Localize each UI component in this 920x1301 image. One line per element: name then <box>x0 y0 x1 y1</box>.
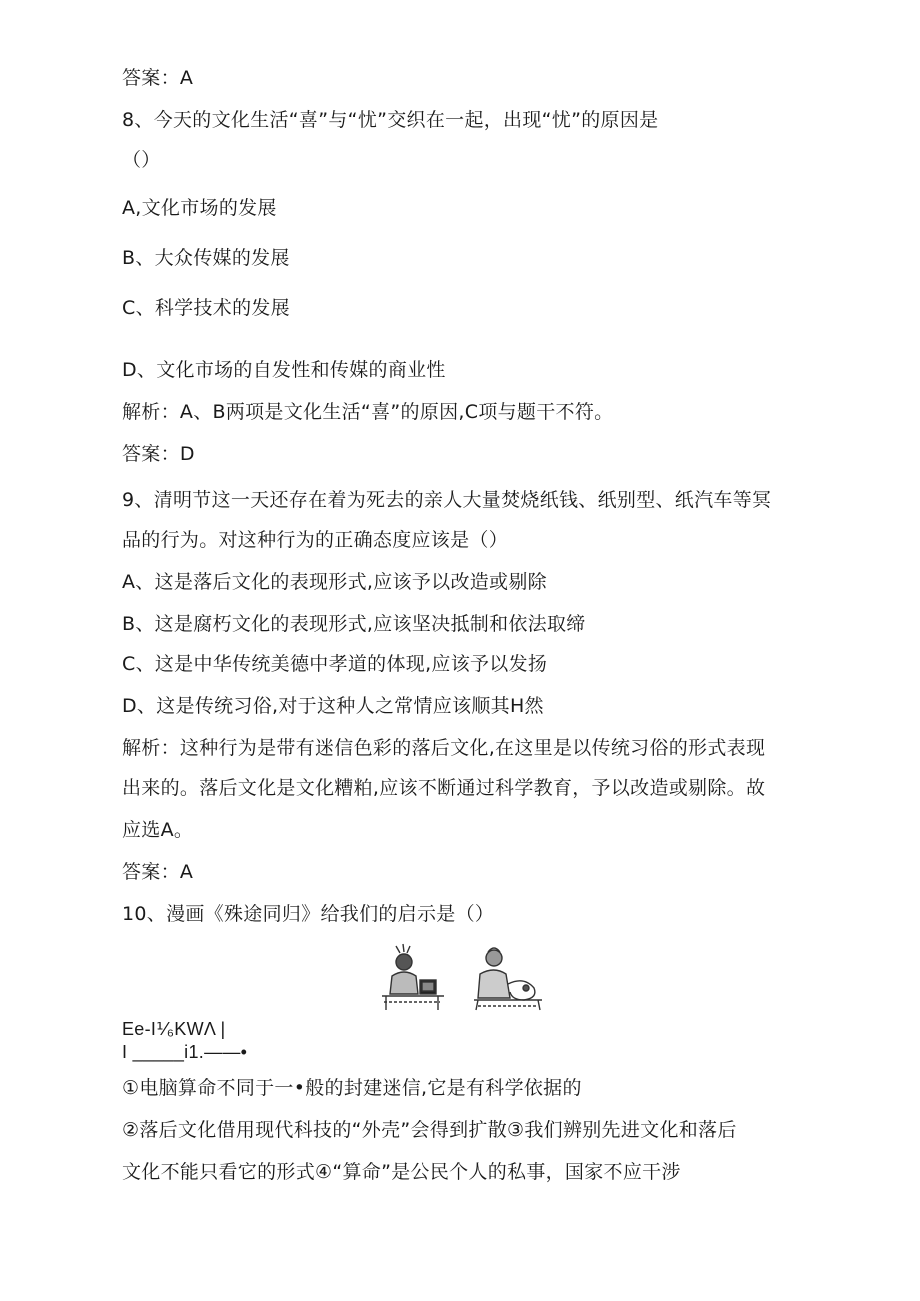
question-8-analysis: 解析：A、B两项是文化生活“喜”的原因,C项与题干不符。 <box>122 401 614 423</box>
question-8-option-d: D、文化市场的自发性和传媒的商业性 <box>122 359 446 381</box>
question-8-option-b: B、大众传媒的发展 <box>122 247 290 269</box>
question-8-option-c: C、科学技术的发展 <box>122 297 290 319</box>
question-9-analysis-line1: 解析：这种行为是带有迷信色彩的落后文化,在这里是以传统习俗的形式表现 <box>122 737 766 759</box>
garbled-caption-line1: Ee-I⅟₆KWΛ | <box>122 1019 226 1039</box>
question-9-stem-line2: 品的行为。对这种行为的正确态度应该是（） <box>122 529 509 551</box>
garbled-caption-line2: I _____i1.——• <box>122 1042 248 1062</box>
question-8-option-a: A,文化市场的发展 <box>122 197 277 219</box>
question-8-stem: 8、今天的文化生活“喜”与“忧”交织在一起，出现“忧”的原因是 <box>122 109 659 131</box>
question-9-analysis-line2: 出来的。落后文化是文化糟粕,应该不断通过科学教育，予以改造或剔除。故 <box>122 777 766 799</box>
answer-9: 答案：A <box>122 861 194 883</box>
question-8-brackets: （） <box>122 149 161 171</box>
question-10-statement-1: ①电脑算命不同于一•般的封建迷信,它是有科学依据的 <box>122 1077 582 1099</box>
answer-8: 答案：D <box>122 443 195 465</box>
question-9-option-b: B、这是腐朽文化的表现形式,应该坚决抵制和依法取缔 <box>122 613 586 635</box>
question-10-stem: 10、漫画《殊途同归》给我们的启示是（） <box>122 903 495 925</box>
answer-7: 答案：A <box>122 67 194 89</box>
question-9-analysis-line3: 应选A。 <box>122 819 194 841</box>
question-10-statement-3-4: 文化不能只看它的形式④“算命”是公民个人的私事，国家不应干涉 <box>122 1161 681 1183</box>
question-9-option-a: A、这是落后文化的表现形式,应该予以改造或剔除 <box>122 571 547 593</box>
question-9-option-c: C、这是中华传统美德中孝道的体现,应该予以发扬 <box>122 653 548 675</box>
question-9-stem-line1: 9、清明节这一天还存在着为死去的亲人大量焚烧纸钱、纸别型、纸汽车等冥 <box>122 489 772 511</box>
question-9-option-d: D、这是传统习俗,对于这种人之常情应该顺其H然 <box>122 695 544 717</box>
cartoon-illustration <box>378 940 548 1016</box>
question-10-statement-2-3: ②落后文化借用现代科技的“外壳”会得到扩散③我们辨别先进文化和落后 <box>122 1119 737 1141</box>
